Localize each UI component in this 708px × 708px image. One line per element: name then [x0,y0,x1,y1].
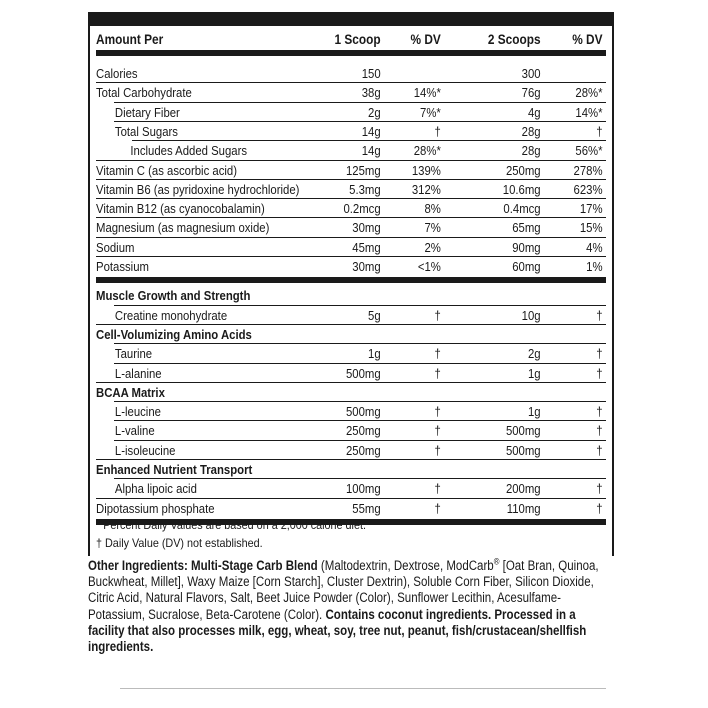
registered-mark: ® [493,556,500,567]
nutrient-name: Taurine [114,346,153,362]
nutrient-name: Vitamin B12 (as cyanocobalamin) [96,201,265,217]
amount-1-scoop: 250mg [345,423,381,439]
nutrient-row [96,499,606,518]
nutrient-row [96,141,606,160]
dv-1-scoop: 312% [411,181,441,197]
nutrient-name: Potassium [96,259,149,274]
dv-2-scoops: 1% [586,259,603,274]
dv-2-scoops: † [596,442,603,458]
dv-1-scoop: † [434,346,441,362]
nutrient-row [96,180,606,199]
nutrient-name: Vitamin B6 (as pyridoxine hydrochloride) [96,181,300,197]
dv-2-scoops: 15% [579,220,603,236]
amount-1-scoop: 500mg [345,365,381,381]
allergen-statement: Contains coconut ingredients. Processed in a facility that also processes milk, egg, wheat, soy, tree nut, peanut, fish/crustacean/shellfish ingredients. [88,606,587,655]
amount-1-scoop: 125mg [345,162,381,178]
footnote-dv-not-established: † Daily Value (DV) not established. [96,536,263,550]
amount-2-scoops: 28g [521,123,541,139]
dv-1-scoop: † [434,423,441,439]
nutrient-name: Alpha lipoic acid [114,481,197,497]
dv-2-scoops: † [596,123,603,139]
section-title: Cell-Volumizing Amino Acids [96,326,252,342]
dv-1-scoop: 8% [424,201,441,217]
nutrient-name: L-leucine [114,404,161,420]
nutrient-row [96,441,606,460]
amount-2-scoops: 60mg [512,259,541,274]
amount-1-scoop: 30mg [352,259,381,274]
nutrient-row [96,306,606,325]
dv-header-1: % DV [410,32,441,47]
nutrient-row [96,83,606,102]
amount-2-scoops: 0.4mcg [503,201,541,217]
amount-2-scoops: 10.6mg [502,181,541,197]
amount-2-scoops: 110mg [506,500,541,516]
dv-1-scoop: † [434,481,441,497]
dv-2-scoops: 28%* [575,85,603,101]
dv-1-scoop: 139% [411,162,441,178]
dv-1-scoop: <1% [417,259,441,274]
dv-1-scoop: † [434,365,441,381]
dv-2-scoops: 4% [586,239,603,255]
amount-2-scoops: 2g [528,346,541,362]
nutrient-name: Calories [96,66,138,81]
one-scoop-header: 1 Scoop [334,32,381,47]
amount-1-scoop: 0.2mcg [343,201,381,217]
nutrient-row [96,218,606,237]
dv-2-scoops: 17% [579,201,603,217]
top-bar [90,12,612,26]
nutrient-name: Creatine monohydrate [114,307,228,323]
nutrient-name: L-valine [114,423,155,439]
amount-1-scoop: 2g [368,104,381,120]
nutrient-name: L-alanine [114,365,162,381]
footnote-percent-dv: * Percent Daily Values are based on a 2,000 calorie diet. [96,518,366,532]
amount-1-scoop: 38g [361,85,381,101]
nutrient-row [96,122,606,141]
dv-2-scoops: 56%* [575,143,603,159]
supplement-facts-panel [88,12,614,556]
nutrient-row [96,479,606,498]
amount-1-scoop: 55mg [352,500,381,516]
bottom-divider [120,688,606,689]
nutrient-name: Total Sugars [114,123,178,139]
dv-2-scoops: 623% [573,181,603,197]
dv-2-scoops: † [596,500,603,516]
amount-2-scoops: 500mg [505,423,541,439]
amount-2-scoops: 76g [521,85,541,101]
amount-1-scoop: 14g [361,123,381,139]
amount-1-scoop: 1g [368,346,381,362]
nutrient-name: L-isoleucine [114,442,176,458]
dv-1-scoop: † [434,404,441,420]
nutrient-row [96,344,606,363]
dv-1-scoop: 28%* [413,143,441,159]
dv-1-scoop: 14%* [413,85,441,101]
nutrient-name: Includes Added Sugars [130,143,248,159]
dv-1-scoop: 7% [424,220,441,236]
amount-2-scoops: 10g [521,307,541,323]
nutrient-name: Dietary Fiber [114,104,180,120]
nutrient-row [96,402,606,421]
dv-2-scoops: † [596,481,603,497]
section-title: Enhanced Nutrient Transport [96,462,253,477]
dv-1-scoop: 2% [424,239,441,255]
two-scoops-header: 2 Scoops [487,32,541,47]
amount-1-scoop: 500mg [345,404,381,420]
nutrient-row [96,257,606,276]
amount-1-scoop: 100mg [345,481,381,497]
ingredients-text-1: (Maltodextrin, Dextrose, ModCarb [317,558,494,573]
amount-1-scoop: 150 [361,66,381,81]
amount-1-scoop: 45mg [352,239,381,255]
nutrient-row [96,64,606,83]
dv-2-scoops: 14%* [575,104,603,120]
dv-1-scoop: † [434,442,441,458]
nutrient-name: Sodium [96,239,135,255]
amount-2-scoops: 65mg [512,220,541,236]
dv-2-scoops: 278% [573,162,603,178]
ingredients-text-2: [Oat Bran, Quinoa, Buckwheat, Millet], Waxy Maize [Corn Starch], Cluster Dextrin), Soluble Corn Fiber, Silicon Dioxide, Citric Acid, Natural Flavors, Salt, Beet Juice Powder (Color), Sunflower Lecithin, Acesulfame-Potassium, Sucralose, Beta-Carotene (Color). [88,558,599,622]
section-title: BCAA Matrix [96,384,165,400]
nutrient-row [96,161,606,180]
nutrient-name: Total Carbohydrate [96,85,192,101]
dv-2-scoops: † [596,307,603,323]
nutrient-row [96,364,606,383]
dv-2-scoops: † [596,423,603,439]
dv-header-2: % DV [572,32,603,47]
header-divider [96,50,606,56]
dv-1-scoop: † [434,307,441,323]
dv-2-scoops: † [596,404,603,420]
amount-2-scoops: 28g [521,143,541,159]
nutrient-row [96,199,606,218]
amount-2-scoops: 250mg [505,162,541,178]
ingredients-label: Other Ingredients: Multi-Stage Carb Blend [88,558,318,573]
amount-2-scoops: 200mg [505,481,541,497]
amount-per-header: Amount Per [96,32,164,47]
nutrient-name: Vitamin C (as ascorbic acid) [96,162,237,178]
amount-1-scoop: 250mg [345,442,381,458]
nutrient-row [96,238,606,257]
nutrient-name: Magnesium (as magnesium oxide) [96,220,270,236]
amount-2-scoops: 1g [528,365,541,381]
dv-2-scoops: † [596,365,603,381]
dv-1-scoop: † [434,123,441,139]
dv-2-scoops: † [596,346,603,362]
amount-2-scoops: 90mg [512,239,541,255]
amount-2-scoops: 500mg [505,442,541,458]
nutrient-row [96,103,606,122]
section-title: Muscle Growth and Strength [96,288,251,304]
amount-2-scoops: 300 [521,66,541,81]
amount-1-scoop: 5g [368,307,381,323]
amount-1-scoop: 30mg [352,220,381,236]
other-ingredients [88,558,614,655]
nutrient-name: Dipotassium phosphate [96,500,215,516]
amount-1-scoop: 5.3mg [349,181,381,197]
amount-2-scoops: 1g [528,404,541,420]
dv-1-scoop: † [434,500,441,516]
amount-2-scoops: 4g [528,104,541,120]
amount-1-scoop: 14g [361,143,381,159]
column-header-row [96,30,606,49]
nutrient-row [96,421,606,440]
dv-1-scoop: 7%* [420,104,441,120]
section-divider [96,277,606,283]
